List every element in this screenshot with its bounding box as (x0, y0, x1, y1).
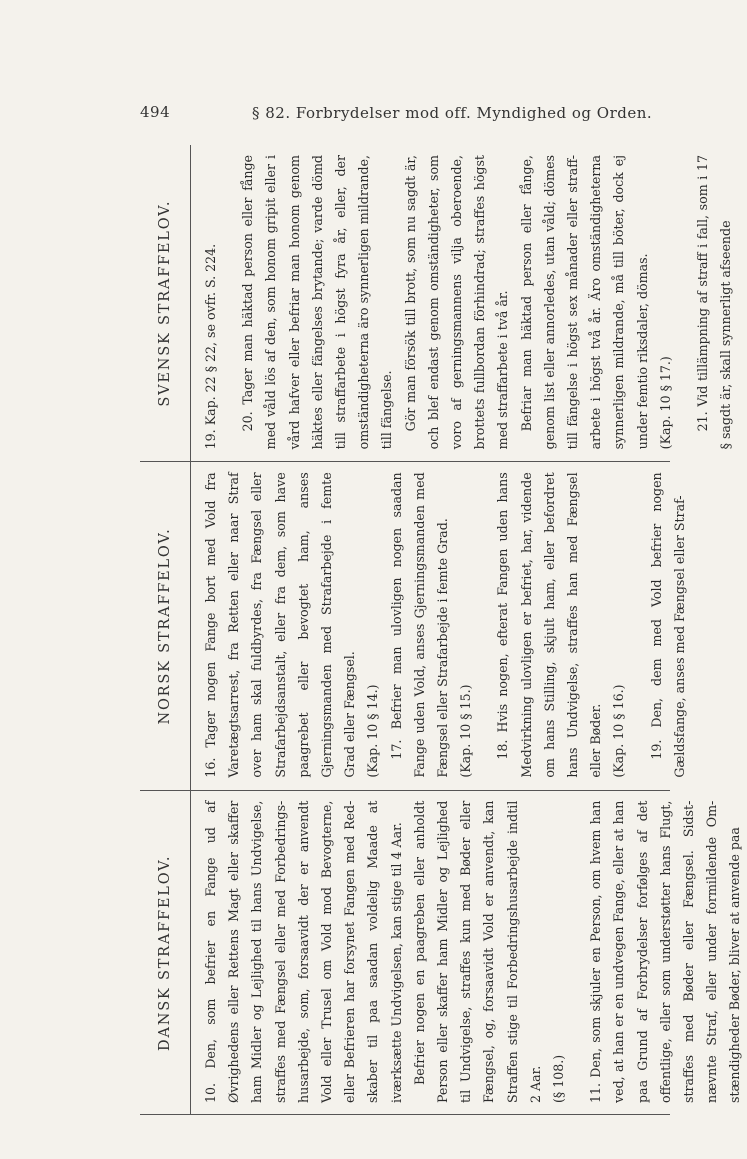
column-body-dansk (191, 791, 747, 1115)
column-heading-svensk: SVENSK STRAFFELOV. (140, 145, 191, 461)
paragraph: Befriar man häktad person eller fånge, genom list eller annorledes, utan våld; dömes till fängelse i högst sex månader eller straff-arbete i högst två år. Äro omständigheterna synnerligen mildrande, må till böter, dock ej under femtio riksdaler, dömas. (518, 155, 650, 450)
law-comparison-table (140, 145, 743, 1115)
page-number: 494 (140, 103, 171, 121)
column-heading-dansk: DANSK STRAFFELOV. (140, 791, 191, 1115)
column-svensk (140, 145, 734, 461)
running-head (140, 103, 653, 127)
spacer (222, 155, 236, 449)
paragraph: 20. Tager man häktad person eller fånge med våld lös af den, som honom gripit eller i vård hafver eller befriar man honom genom häktes eller fängelses brytande; varde dömd till straffarbete i högst fyra år, eller, der omständigheterna äro synnerligen mildrande, till fängelse. (240, 155, 395, 450)
column-body-svensk (191, 145, 737, 461)
spacer (477, 472, 491, 777)
spacer (677, 155, 691, 449)
column-dansk (140, 790, 743, 1115)
column-rule (140, 1114, 670, 1115)
section-reference: (Kap. 10 § 15.) (458, 684, 474, 778)
rotated-page-content (140, 145, 743, 1115)
paragraph: Befrier nogen en paagreben eller anholdt Person eller skaffer ham Midler og Lejlighed til Undvigelse, straffes kun med Bøder eller Fængsel, og, forsaavidt Vold er anvendt, kan Straffen stige til Forbedringshusarbejde indtil 2 Aar. (411, 800, 543, 1103)
paragraph: 18. Hvis nogen, efterat Fangen uden hans Medvirkning ulovligen er befriet, har, vidende om hans Stilling, skjult ham, eller befordret hans Undvigelse, straffes han med Fængsel eller Bøder. (495, 472, 604, 778)
paragraph: 11. Den, som skjuler en Person, om hvem han ved, at han er en undvegen Fange, eller at han paa Grund af Forbrydelser forfølges af det offentlige, eller som understøtter hans Flugt, straffes med Bøder eller Fængsel. Sidst-nævnte Straf, eller under formildende Om-stændigheder Bøder, bliver at anvende paa (588, 800, 743, 1103)
column-heading-norsk: NORSK STRAFFELOV. (140, 462, 191, 789)
columns (140, 145, 743, 1115)
column-body-norsk (191, 462, 691, 789)
spacer (570, 801, 584, 1103)
section-reference: (Kap. 10 § 17.) (657, 356, 673, 450)
cross-reference: 19. Kap. 22 § 22, se ovfr. S. 224. (203, 243, 218, 450)
paragraph: 17. Befrier man ulovligen nogen saadan Fange uden Vold, anses Gjerningsmanden med Fængsel eller Strafarbejde i femte Grad. (388, 472, 451, 778)
paragraph: Gör man försök till brott, som nu sagdt är, och blef endast genom omständigheter, som voro af gerningsmannens vilja oberoende, brottets fullbordan förhindrad; straffes högst med straffarbete i två år. (402, 155, 511, 450)
spacer (631, 472, 645, 777)
section-reference: (Kap. 10 § 14.) (365, 684, 381, 778)
running-title: § 82. Forbrydelser mod off. Myndighed og Orden. (252, 104, 653, 122)
paragraph: 10. Den, som befrier en Fange ud af Øvrighedens eller Rettens Magt eller skaffer ham Midler og Lejlighed til hans Undvigelse, straffes med Fængsel eller med Forbedrings-husarbejde, som, forsaavidt der er anvendt Vold eller Trusel om Vold mod Bevogterne, eller Befrieren har forsynet Fangen med Red-skaber til paa saadan voldelig Maade at iværksætte Undvigelsen, kan stige til 4 Aar. (203, 800, 404, 1103)
paragraph: 19. Den, dem med Vold befrier nogen Gældsfange, anses med Fængsel eller Straf- (648, 472, 687, 778)
paragraph: 21. Vid tillämpning af straff i fall, som i 17 § sagdt är, skall synnerligt afseende (695, 155, 734, 450)
section-reference: (Kap. 10 § 16.) (611, 684, 627, 778)
column-norsk (140, 461, 687, 789)
paragraph: 16. Tager nogen Fange bort med Vold fra Varetægtsarrest, fra Retten eller naar Straf over ham skal fuldbyrdes, fra Fængsel eller Strafarbejdsanstalt, eller fra dem, som have paagrebet eller bevogtet ham, anses Gjerningsmanden med Strafarbejde i femte Grad eller Fængsel. (203, 472, 358, 778)
section-reference: (§ 108.) (551, 1054, 567, 1103)
